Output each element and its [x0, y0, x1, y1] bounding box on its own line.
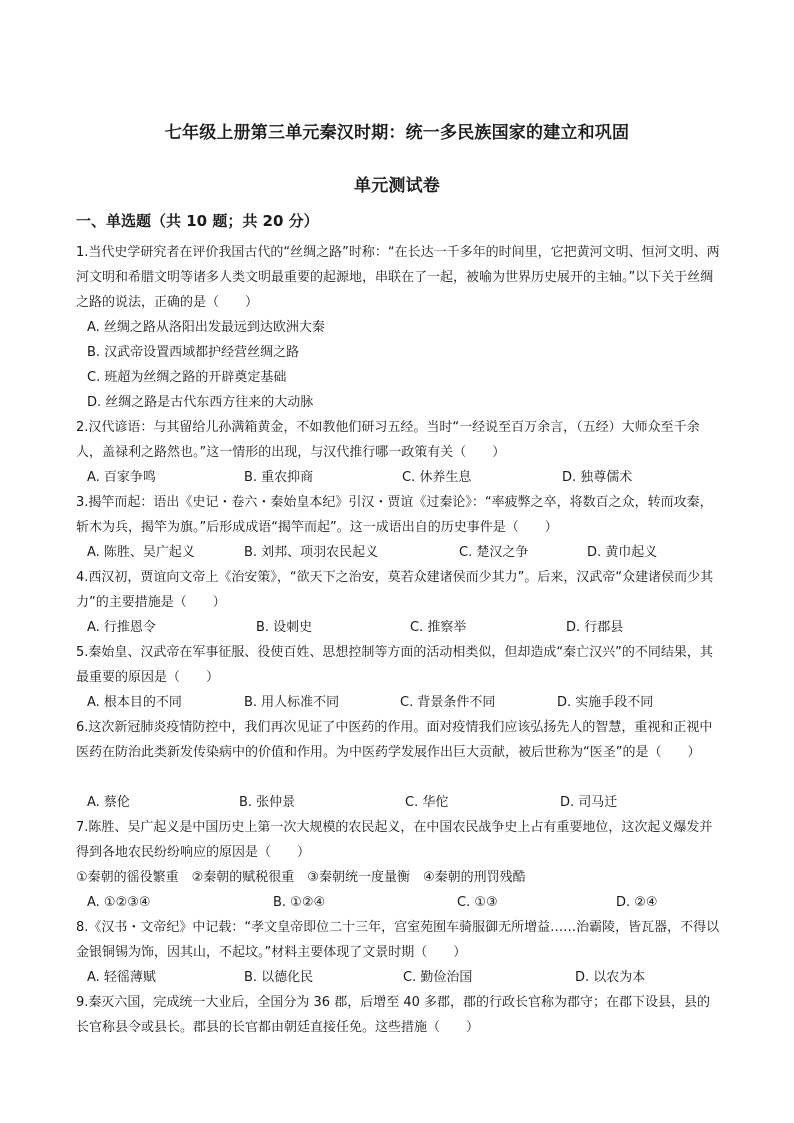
question-6-option-c: C. 华佗 — [405, 795, 449, 810]
question-3-option-d: D. 黄巾起义 — [587, 545, 658, 560]
question-9-stem: 9.秦灭六国，完成统一大业后，全国分为 36 郡，后增至 40 多郡，郡的行政长官称为郡守；在郡下设县，县的长官称县令或县长。郡县的长官都由朝廷直接任免。这些措施（ ） — [76, 995, 711, 1035]
question-6-option-b: B. 张仲景 — [239, 795, 296, 810]
question-3-stem: 3.揭竿而起：语出《史记・卷六・秦始皇本纪》引汉・贾谊《过秦论》：“率疲弊之卒，将数百之众，转而攻秦，斩木为兵，揭竿为旗。”后形成成语“揭竿而起”。这一成语出自的历史事件是（ ） — [76, 495, 713, 535]
question-3-options — [87, 540, 727, 565]
question-3-option-c: C. 楚汉之争 — [459, 545, 529, 560]
question-7-statements: ①秦朝的徭役繁重 ②秦朝的赋税很重 ③秦朝统一度量衡 ④秦朝的刑罚残酷 — [76, 870, 526, 885]
question-1-option-c: C. 班超为丝绸之路的开辟奠定基础 — [87, 370, 287, 385]
question-2-option-d: D. 独尊儒术 — [562, 470, 633, 485]
question-5-option-c: C. 背景条件不同 — [400, 695, 496, 710]
question-1-option-a: A. 丝绸之路从洛阳出发最远到达欧洲大秦 — [87, 320, 325, 335]
question-7-option-d: D. ②④ — [616, 895, 658, 910]
question-4-option-b: B. 设刺史 — [256, 620, 313, 635]
question-5-option-a: A. 根本目的不同 — [87, 695, 182, 710]
question-1-option-d: D. 丝绸之路是古代东西方往来的大动脉 — [87, 395, 314, 410]
question-7-option-c: C. ①③ — [457, 895, 498, 910]
question-3-option-a: A. 陈胜、吴广起义 — [87, 545, 195, 560]
question-4-option-a: A. 行推恩令 — [87, 620, 156, 635]
question-6-option-a: A. 蔡伦 — [87, 795, 130, 810]
question-8-option-a: A. 轻徭薄赋 — [87, 970, 156, 985]
document-subtitle: 单元测试卷 — [354, 176, 440, 196]
question-5-option-d: D. 实施手段不同 — [557, 695, 654, 710]
question-3-option-b: B. 刘邦、项羽农民起义 — [244, 545, 379, 560]
question-5-stem: 5.秦始皇、汉武帝在军事征服、役使百姓、思想控制等方面的活动相类似，但却造成“秦亡汉兴”的不同结果，其最重要的原因是（ ） — [76, 645, 713, 685]
question-7-options — [87, 890, 727, 915]
question-2-options — [87, 465, 727, 490]
section-header: 一、单选题（共 10 题；共 20 分） — [76, 212, 319, 230]
question-5-options — [87, 690, 727, 715]
question-8-option-b: B. 以德化民 — [244, 970, 314, 985]
question-4-stem: 4.西汉初，贾谊向文帝上《治安策》，“欲天下之治安，莫若众建诸侯而少其力”。后来，汉武帝“众建诸侯而少其力”的主要措施是（ ） — [76, 570, 714, 610]
question-8-stem: 8.《汉书・文帝纪》中记载：“孝文皇帝即位二十三年，宫室苑囿车骑服御无所增益……治霸陵，皆瓦器，不得以金银铜锡为饰，因其山，不起坟。”材料主要体现了文景时期（ ） — [76, 920, 720, 960]
document-title: 七年级上册第三单元秦汉时期：统一多民族国家的建立和巩固 — [164, 123, 630, 143]
question-4-option-d: D. 行郡县 — [566, 620, 624, 635]
question-1-stem: 1.当代史学研究者在评价我国古代的“丝绸之路”时称：“在长达一千多年的时间里，它把黄河文明、恒河文明、两河文明和希腊文明等诸多人类文明最重要的起源地，串联在了一起，被喻为世界历史展开的主轴。”以下关于丝绸之路的说法，正确的是（ ） — [76, 245, 720, 310]
question-7-option-b: B. ①②④ — [273, 895, 326, 910]
question-6-option-d: D. 司马迁 — [560, 795, 618, 810]
question-4-option-c: C. 推察举 — [410, 620, 467, 635]
question-2-stem: 2.汉代谚语：与其留给儿孙满箱黄金，不如教他们研习五经。当时“一经说至百万余言，（五经）大师众至千余人，盖禄利之路然也。”这一情形的出现，与汉代推行哪一政策有关（ ） — [76, 420, 700, 460]
question-7-option-a: A. ①②③④ — [87, 895, 151, 910]
question-8-options — [87, 965, 727, 990]
question-5-option-b: B. 用人标准不同 — [244, 695, 340, 710]
question-2-option-a: A. 百家争鸣 — [87, 470, 156, 485]
question-2-option-b: B. 重农抑商 — [244, 470, 314, 485]
question-1-option-b: B. 汉武帝设置西域都护经营丝绸之路 — [87, 345, 300, 360]
question-8-option-c: C. 勤俭治国 — [403, 970, 473, 985]
question-2-option-c: C. 休养生息 — [402, 470, 472, 485]
question-4-options — [87, 615, 727, 640]
question-8-option-d: D. 以农为本 — [575, 970, 646, 985]
question-6-stem: 6.这次新冠肺炎疫情防控中，我们再次见证了中医药的作用。面对疫情我们应该弘扬先人的智慧，重视和正视中医药在防治此类新发传染病中的价值和作用。为中医药学发展作出巨大贡献，被后世称为“医圣”的是（ ） — [76, 720, 713, 760]
question-6-options — [87, 790, 727, 815]
question-7-stem: 7.陈胜、吴广起义是中国历史上第一次大规模的农民起义，在中国农民战争史上占有重要地位，这次起义爆发并得到各地农民纷纷响应的原因是（ ） — [76, 820, 713, 860]
